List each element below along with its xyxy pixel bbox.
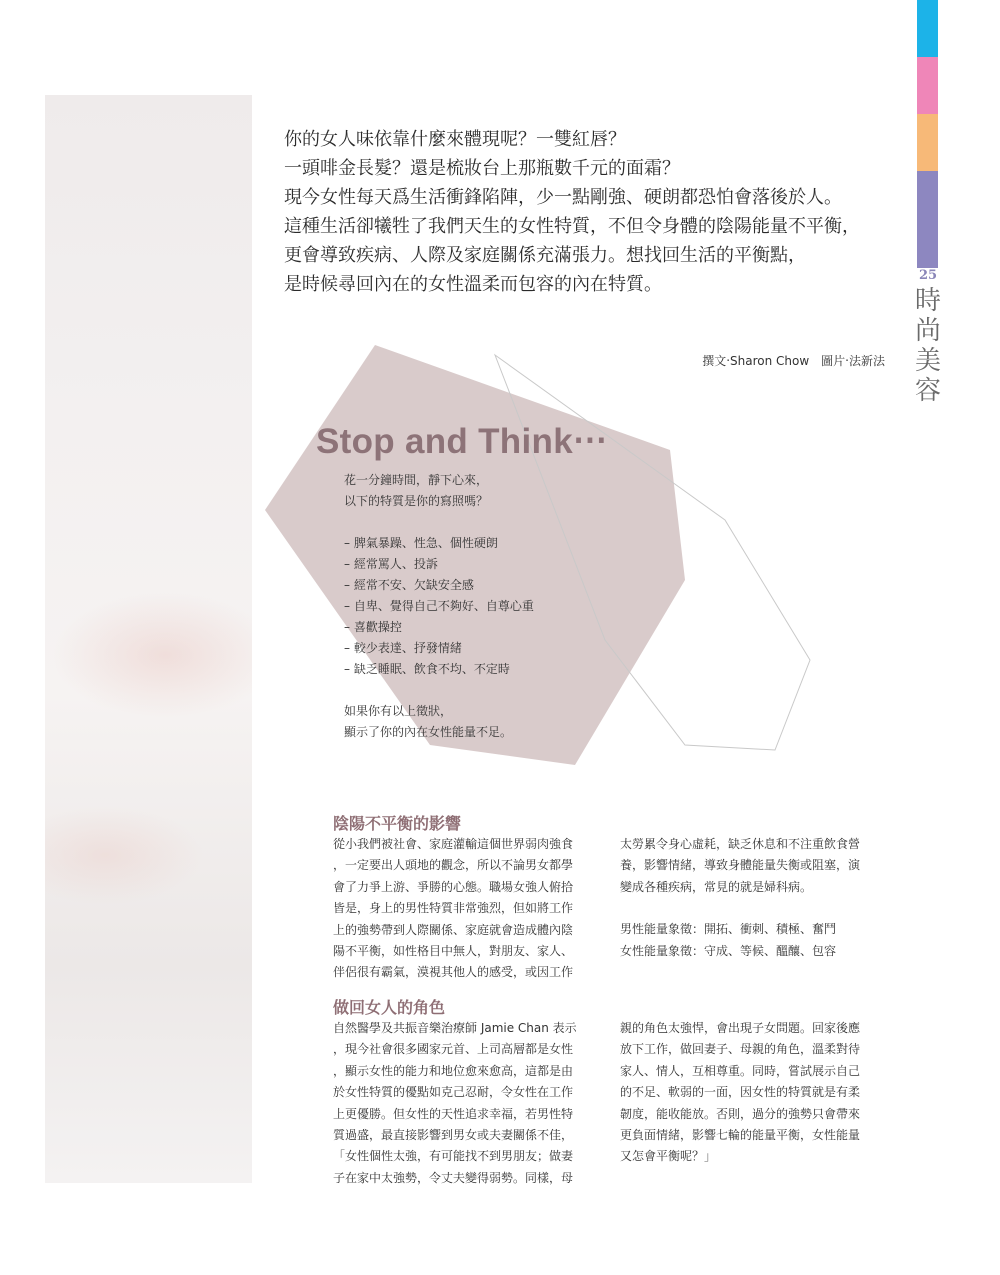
trait-list — [344, 533, 644, 680]
body-line: ，顯示女性的能力和地位愈來愈高，這都是由 — [333, 1063, 574, 1078]
section2-column-left — [333, 1018, 597, 1189]
tab-color-purple — [917, 171, 938, 268]
body-line: 又怎會平衡呢？」 — [620, 1149, 717, 1164]
trait-item: – 自卑、覺得自己不夠好、自尊心重 — [344, 596, 644, 617]
intro-paragraph — [284, 125, 894, 299]
body-line: ，現今社會很多國家元首、上司高層都是女性 — [333, 1042, 574, 1057]
credits: 撰文‧Sharon Chow 圖片‧法新法 — [702, 354, 885, 368]
tab-color-orange — [917, 114, 938, 171]
intro-line: 你的女人味依靠什麼來體現呢？一雙紅唇？ — [284, 129, 626, 150]
tab-color-pink — [917, 57, 938, 114]
body-line: 上更優勝。但女性的天性追求幸福，若男性特 — [333, 1106, 574, 1121]
body-line: 會了力爭上游、爭勝的心態。職場女強人俯拾 — [333, 879, 574, 894]
section-heading: 做回女人的角色 — [333, 998, 446, 1017]
box-outro-line: 顯示了你的內在女性能量不足。 — [344, 725, 513, 739]
body-line: 親的角色太強悍，會出現子女問題。回家後應 — [620, 1021, 861, 1035]
body-line: 於女性特質的優點如克己忍耐，令女性在工作 — [333, 1085, 574, 1100]
section-char: 美 — [914, 345, 941, 376]
body-line: 養，影響情緒，導致身體能量失衡或阻塞，演 — [620, 858, 861, 873]
section-char: 時 — [914, 286, 941, 316]
section-name — [913, 287, 943, 407]
trait-item: – 喜歡操控 — [344, 617, 644, 638]
body-line: 伴侶很有霸氣，漠視其他人的感受，或因工作 — [333, 965, 574, 980]
body-line: 質過盛，最直接影響到男女或夫妻關係不佳， — [333, 1128, 574, 1143]
body-line: 皆是，身上的男性特質非常強烈，但如將工作 — [333, 901, 574, 916]
box-intro-line: 花一分鐘時間，靜下心來， — [344, 473, 489, 487]
page-number: 25 — [918, 268, 938, 283]
box-outro-line: 如果你有以上徵狀， — [344, 704, 453, 718]
body-line: 子在家中太強勢，令丈夫變得弱勢。同樣，母 — [333, 1170, 574, 1185]
section-heading: 陰陽不平衡的影響 — [333, 814, 462, 833]
section2-column-right — [620, 1018, 884, 1168]
body-line: 上的強勢帶到人際關係、家庭就會造成體內陰 — [333, 922, 574, 937]
trait-item: – 較少表達、抒發情緒 — [344, 638, 644, 659]
body-line: 從小我們被社會、家庭灌輸這個世界弱肉強食 — [333, 837, 574, 851]
body-line: 更負面情緒，影響七輪的能量平衡，女性能量 — [620, 1128, 861, 1143]
box-title: Stop and Think‧‧‧ — [316, 422, 608, 461]
trait-item: – 缺乏睡眠、飲食不均、不定時 — [344, 659, 644, 680]
box-body — [344, 470, 644, 743]
cover-photo — [45, 95, 252, 1183]
body-line: 變成各種疾病，常見的就是婦科病。 — [620, 879, 813, 894]
spacer — [620, 898, 884, 919]
energy-line: 女性能量象徵：守成、等候、醞釀、包容 — [620, 943, 837, 958]
energy-line: 男性能量象徵：開拓、衝刺、積極、奮鬥 — [620, 922, 837, 937]
section1-column-left — [333, 834, 597, 984]
trait-item: – 脾氣暴躁、性急、個性硬朗 — [344, 533, 644, 554]
intro-line: 這種生活卻犧牲了我們天生的女性特質，不但令身體的陰陽能量不平衡， — [284, 216, 860, 237]
section1-column-right — [620, 834, 884, 962]
intro-line: 更會導致疾病、人際及家庭關係充滿張力。想找回生活的平衡點， — [284, 245, 806, 266]
body-line: 自然醫學及共振音樂治療師 Jamie Chan 表示 — [333, 1021, 577, 1035]
trait-item: – 經常不安、欠缺安全感 — [344, 575, 644, 596]
body-line: 陽不平衡，如性格目中無人，對朋友、家人、 — [333, 944, 574, 959]
body-line: 的不足、軟弱的一面，因女性的特質就是有柔 — [620, 1085, 861, 1100]
box-intro-line: 以下的特質是你的寫照嗎？ — [344, 494, 489, 508]
intro-line: 一頭啡金長髮？還是梳妝台上那瓶數千元的面霜？ — [284, 158, 680, 179]
body-line: 韌度，能收能放。否則，過分的強勢只會帶來 — [620, 1106, 861, 1121]
body-line: 「女性個性太強，有可能找不到男朋友；做妻 — [333, 1149, 574, 1164]
tab-color-cyan — [917, 0, 938, 57]
section-char: 尚 — [914, 315, 941, 346]
intro-line: 是時候尋回內在的女性溫柔而包容的內在特質。 — [284, 274, 662, 295]
body-line: 太勞累令身心虛耗，缺乏休息和不注重飲食營 — [620, 837, 861, 851]
intro-line: 現今女性每天爲生活衝鋒陷陣，少一點剛強、硬朗都恐怕會落後於人。 — [284, 187, 842, 208]
trait-item: – 經常罵人、投訴 — [344, 554, 644, 575]
body-line: 家人、情人，互相尊重。同時，嘗試展示自己 — [620, 1063, 861, 1078]
body-line: 放下工作，做回妻子、母親的角色，溫柔對待 — [620, 1042, 861, 1057]
section-char: 容 — [914, 375, 941, 406]
body-line: ，一定要出人頭地的觀念，所以不論男女都學 — [333, 858, 574, 873]
